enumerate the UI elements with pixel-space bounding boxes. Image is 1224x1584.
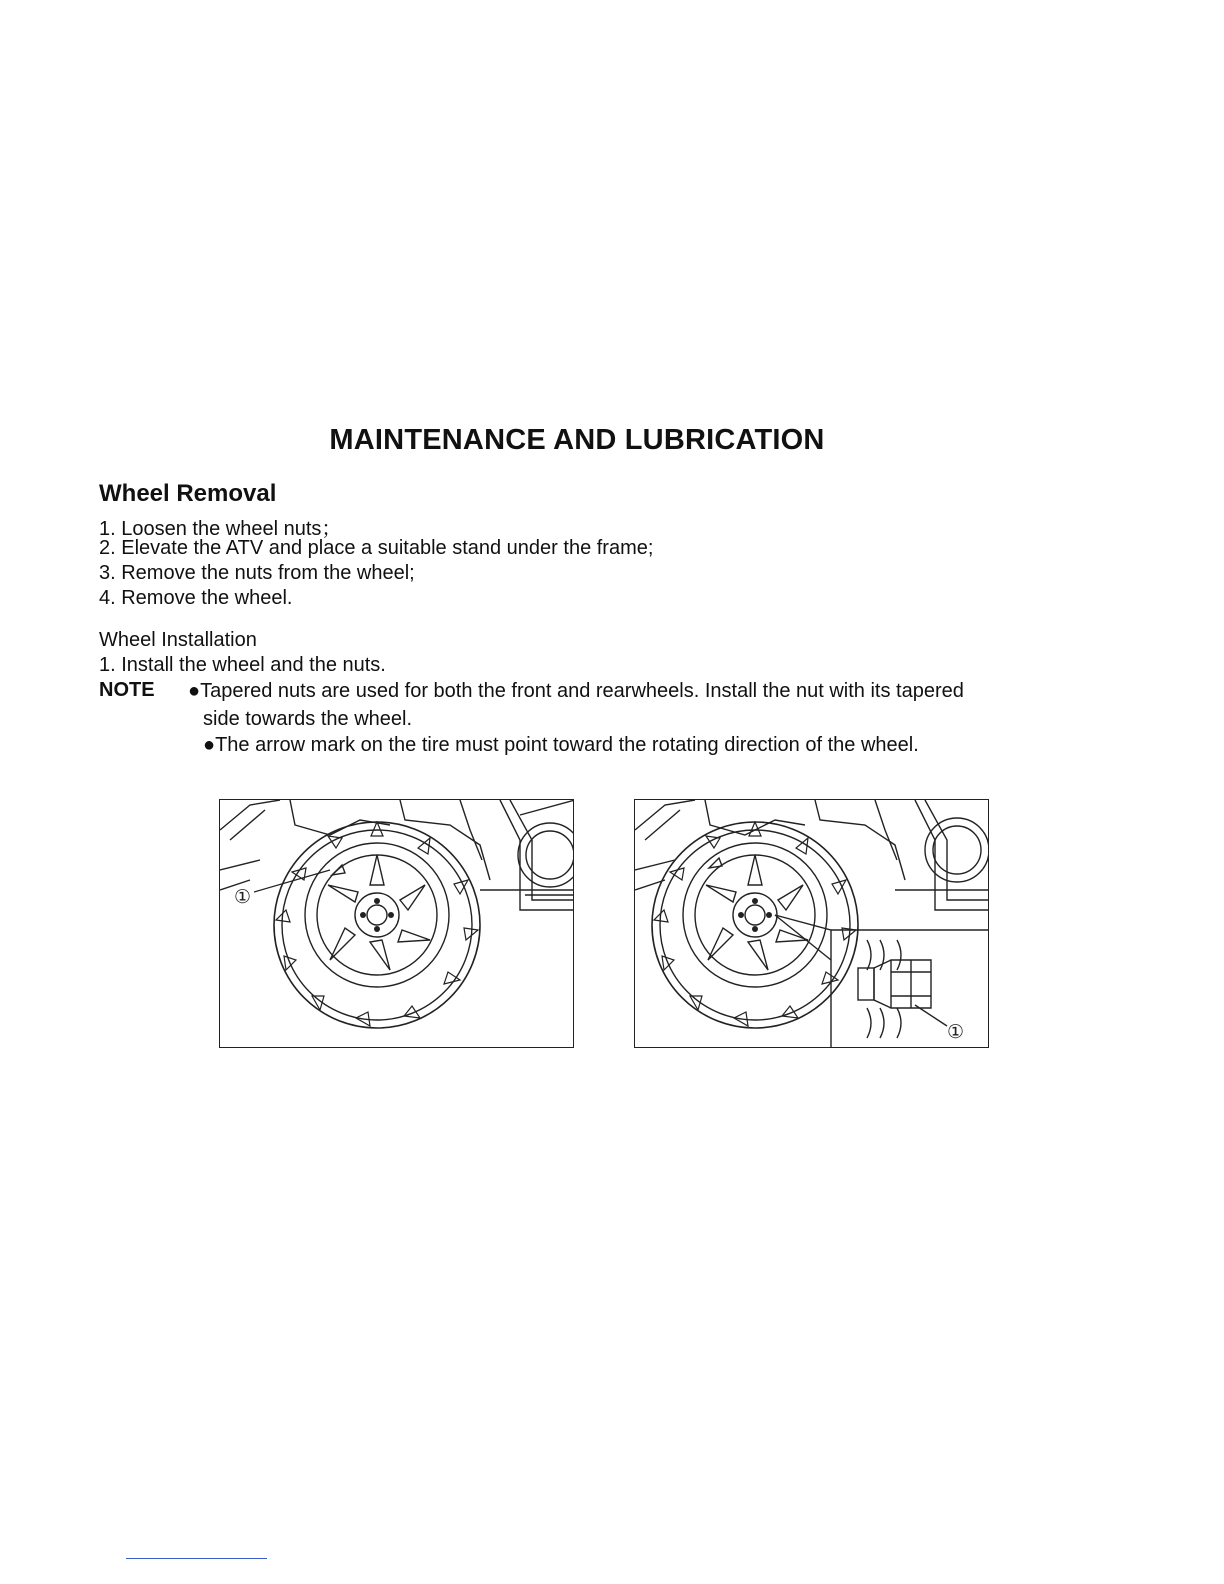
installation-step-1: 1. Install the wheel and the nuts. — [99, 654, 386, 676]
note-bullet-1: ●Tapered nuts are used for both the front and rearwheels. Install the nut with its tapered — [188, 680, 964, 702]
note-bullet-1-continued: side towards the wheel. — [203, 708, 413, 730]
left-callout-label: ① — [234, 886, 252, 908]
note-bullet-2: ●The arrow mark on the tire must point toward the rotating direction of the wheel. — [203, 734, 919, 756]
wheel-arrow-illustration — [220, 800, 574, 1048]
note-label: NOTE — [99, 679, 155, 701]
wheel-installation-heading: Wheel Installation — [99, 629, 257, 651]
wheel-arrow-figure — [219, 799, 574, 1048]
removal-step-1: 1. Loosen the wheel nuts； — [99, 518, 342, 540]
tapered-nut-figure — [634, 799, 989, 1048]
page-title: MAINTENANCE AND LUBRICATION — [329, 424, 825, 456]
removal-step-2: 2. Elevate the ATV and place a suitable stand under the frame; — [99, 537, 654, 559]
removal-step-3: 3. Remove the nuts from the wheel; — [99, 562, 415, 584]
tapered-nut-illustration — [635, 800, 989, 1048]
bottom-rule — [126, 1558, 267, 1559]
wheel-removal-heading: Wheel Removal — [99, 480, 277, 507]
removal-step-4: 4. Remove the wheel. — [99, 587, 293, 609]
right-callout-label: ① — [947, 1021, 965, 1043]
